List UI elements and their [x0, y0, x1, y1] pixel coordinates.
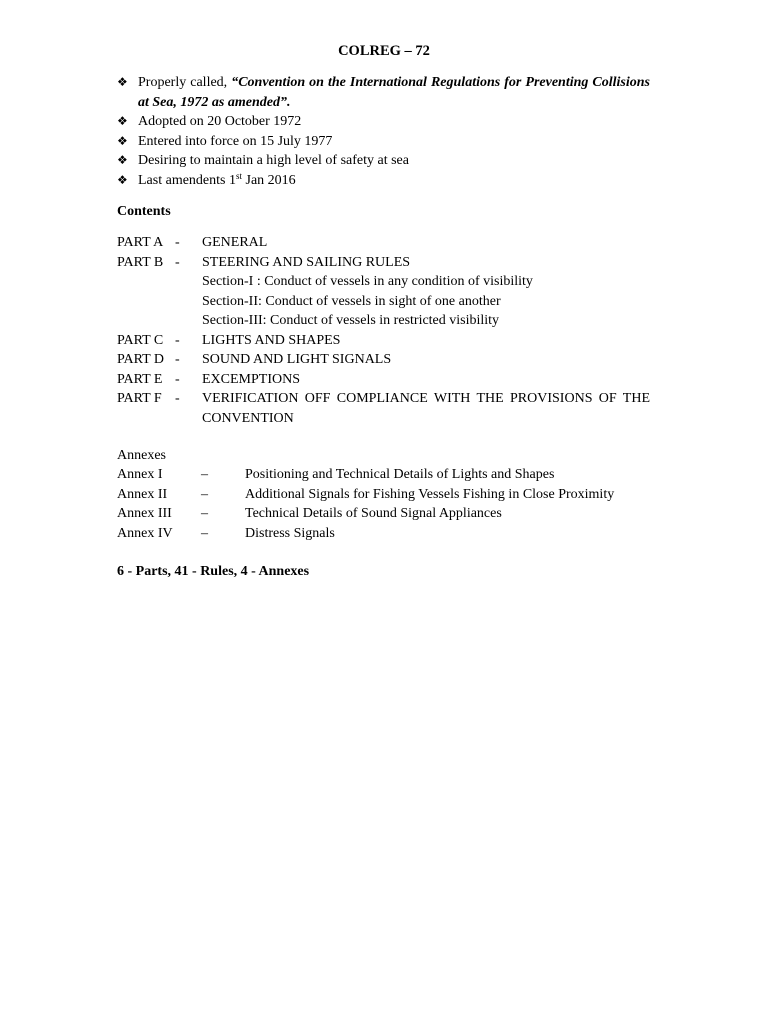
part-dash: -: [175, 332, 180, 348]
annex-dash: –: [201, 506, 208, 521]
part-row: [117, 370, 650, 390]
part-label: PART D: [117, 352, 165, 367]
annex-row: [117, 485, 650, 505]
entered-text: Entered into force on 15 July 1977: [138, 133, 333, 149]
section-item: Section-II: Conduct of vessels in sight of one another: [202, 293, 501, 309]
adopted-text: Adopted on 20 October 1972: [138, 114, 302, 129]
part-dash: -: [175, 352, 180, 367]
annex-title: Distress Signals: [245, 525, 335, 541]
annexes-heading: Annexes: [117, 448, 166, 463]
contents-heading: Contents: [117, 204, 171, 219]
part-dash: -: [175, 371, 180, 387]
bullet-item-adopted: [117, 112, 650, 132]
part-row: [117, 331, 650, 351]
part-label: PART E: [117, 371, 163, 387]
part-row: [117, 253, 650, 331]
part-label: PART A: [117, 235, 164, 250]
annex-title: Additional Signals for Fishing Vessels Fishing in Close Proximity: [245, 486, 615, 502]
bullet-list: [117, 73, 650, 190]
section-item: Section-I : Conduct of vessels in any condition of visibility: [202, 274, 533, 289]
part-title: VERIFICATION OFF COMPLIANCE WITH THE PROVISIONS OF THE CONVENTION: [202, 391, 650, 426]
part-title: SOUND AND LIGHT SIGNALS: [202, 352, 392, 367]
annex-dash: –: [201, 486, 208, 502]
part-title: GENERAL: [202, 235, 268, 250]
amend-suffix: Jan 2016: [242, 172, 296, 188]
bullet-item-amendments: [117, 171, 650, 191]
section-item: Section-III: Conduct of vessels in restricted visibility: [202, 313, 500, 328]
summary-line: 6 - Parts, 41 - Rules, 4 - Annexes: [117, 564, 310, 579]
official-name-prefix: Properly called,: [138, 75, 232, 90]
annex-dash: –: [201, 525, 208, 541]
annex-row: [117, 465, 650, 485]
annex-label: Annex I: [117, 467, 163, 482]
annex-label: Annex II: [117, 486, 168, 502]
diamond-bullet-icon: ❖: [117, 133, 128, 148]
diamond-bullet-icon: ❖: [117, 75, 128, 89]
annex-label: Annex IV: [117, 525, 173, 541]
official-name: “Convention on the International Regulations for Preventing Collisions at Sea, 1972 as amended”.: [138, 75, 651, 110]
part-label: PART F: [117, 391, 162, 406]
part-row: [117, 389, 650, 428]
part-row: [117, 233, 650, 253]
part-title: STEERING AND SAILING RULES: [202, 254, 411, 270]
part-title: EXCEMPTIONS: [202, 371, 301, 387]
parts-list: [117, 233, 650, 428]
diamond-bullet-icon: ❖: [117, 153, 128, 167]
annex-row: [117, 504, 650, 524]
part-dash: -: [175, 254, 180, 270]
amend-prefix: Last amendents 1: [138, 172, 236, 188]
bullet-item-desiring: [117, 151, 650, 171]
annex-title: Technical Details of Sound Signal Appliances: [245, 506, 502, 521]
annex-title: Positioning and Technical Details of Lights and Shapes: [245, 467, 555, 482]
part-label: PART B: [117, 254, 164, 270]
diamond-bullet-icon: ❖: [117, 114, 128, 128]
part-title: LIGHTS AND SHAPES: [202, 332, 341, 348]
amend-superscript: st: [235, 170, 242, 181]
diamond-bullet-icon: ❖: [117, 172, 128, 187]
annex-label: Annex III: [117, 506, 172, 521]
part-dash: -: [175, 235, 180, 250]
annex-row: [117, 524, 650, 544]
desiring-text: Desiring to maintain a high level of safety at sea: [138, 153, 409, 168]
bullet-item-entered: [117, 132, 650, 152]
annex-dash: –: [201, 467, 208, 482]
part-row: [117, 350, 650, 370]
page-title: COLREG – 72: [338, 43, 430, 59]
annexes-list: [117, 465, 650, 543]
bullet-item-official-name: [117, 73, 650, 112]
part-dash: -: [175, 391, 180, 406]
part-label: PART C: [117, 332, 164, 348]
